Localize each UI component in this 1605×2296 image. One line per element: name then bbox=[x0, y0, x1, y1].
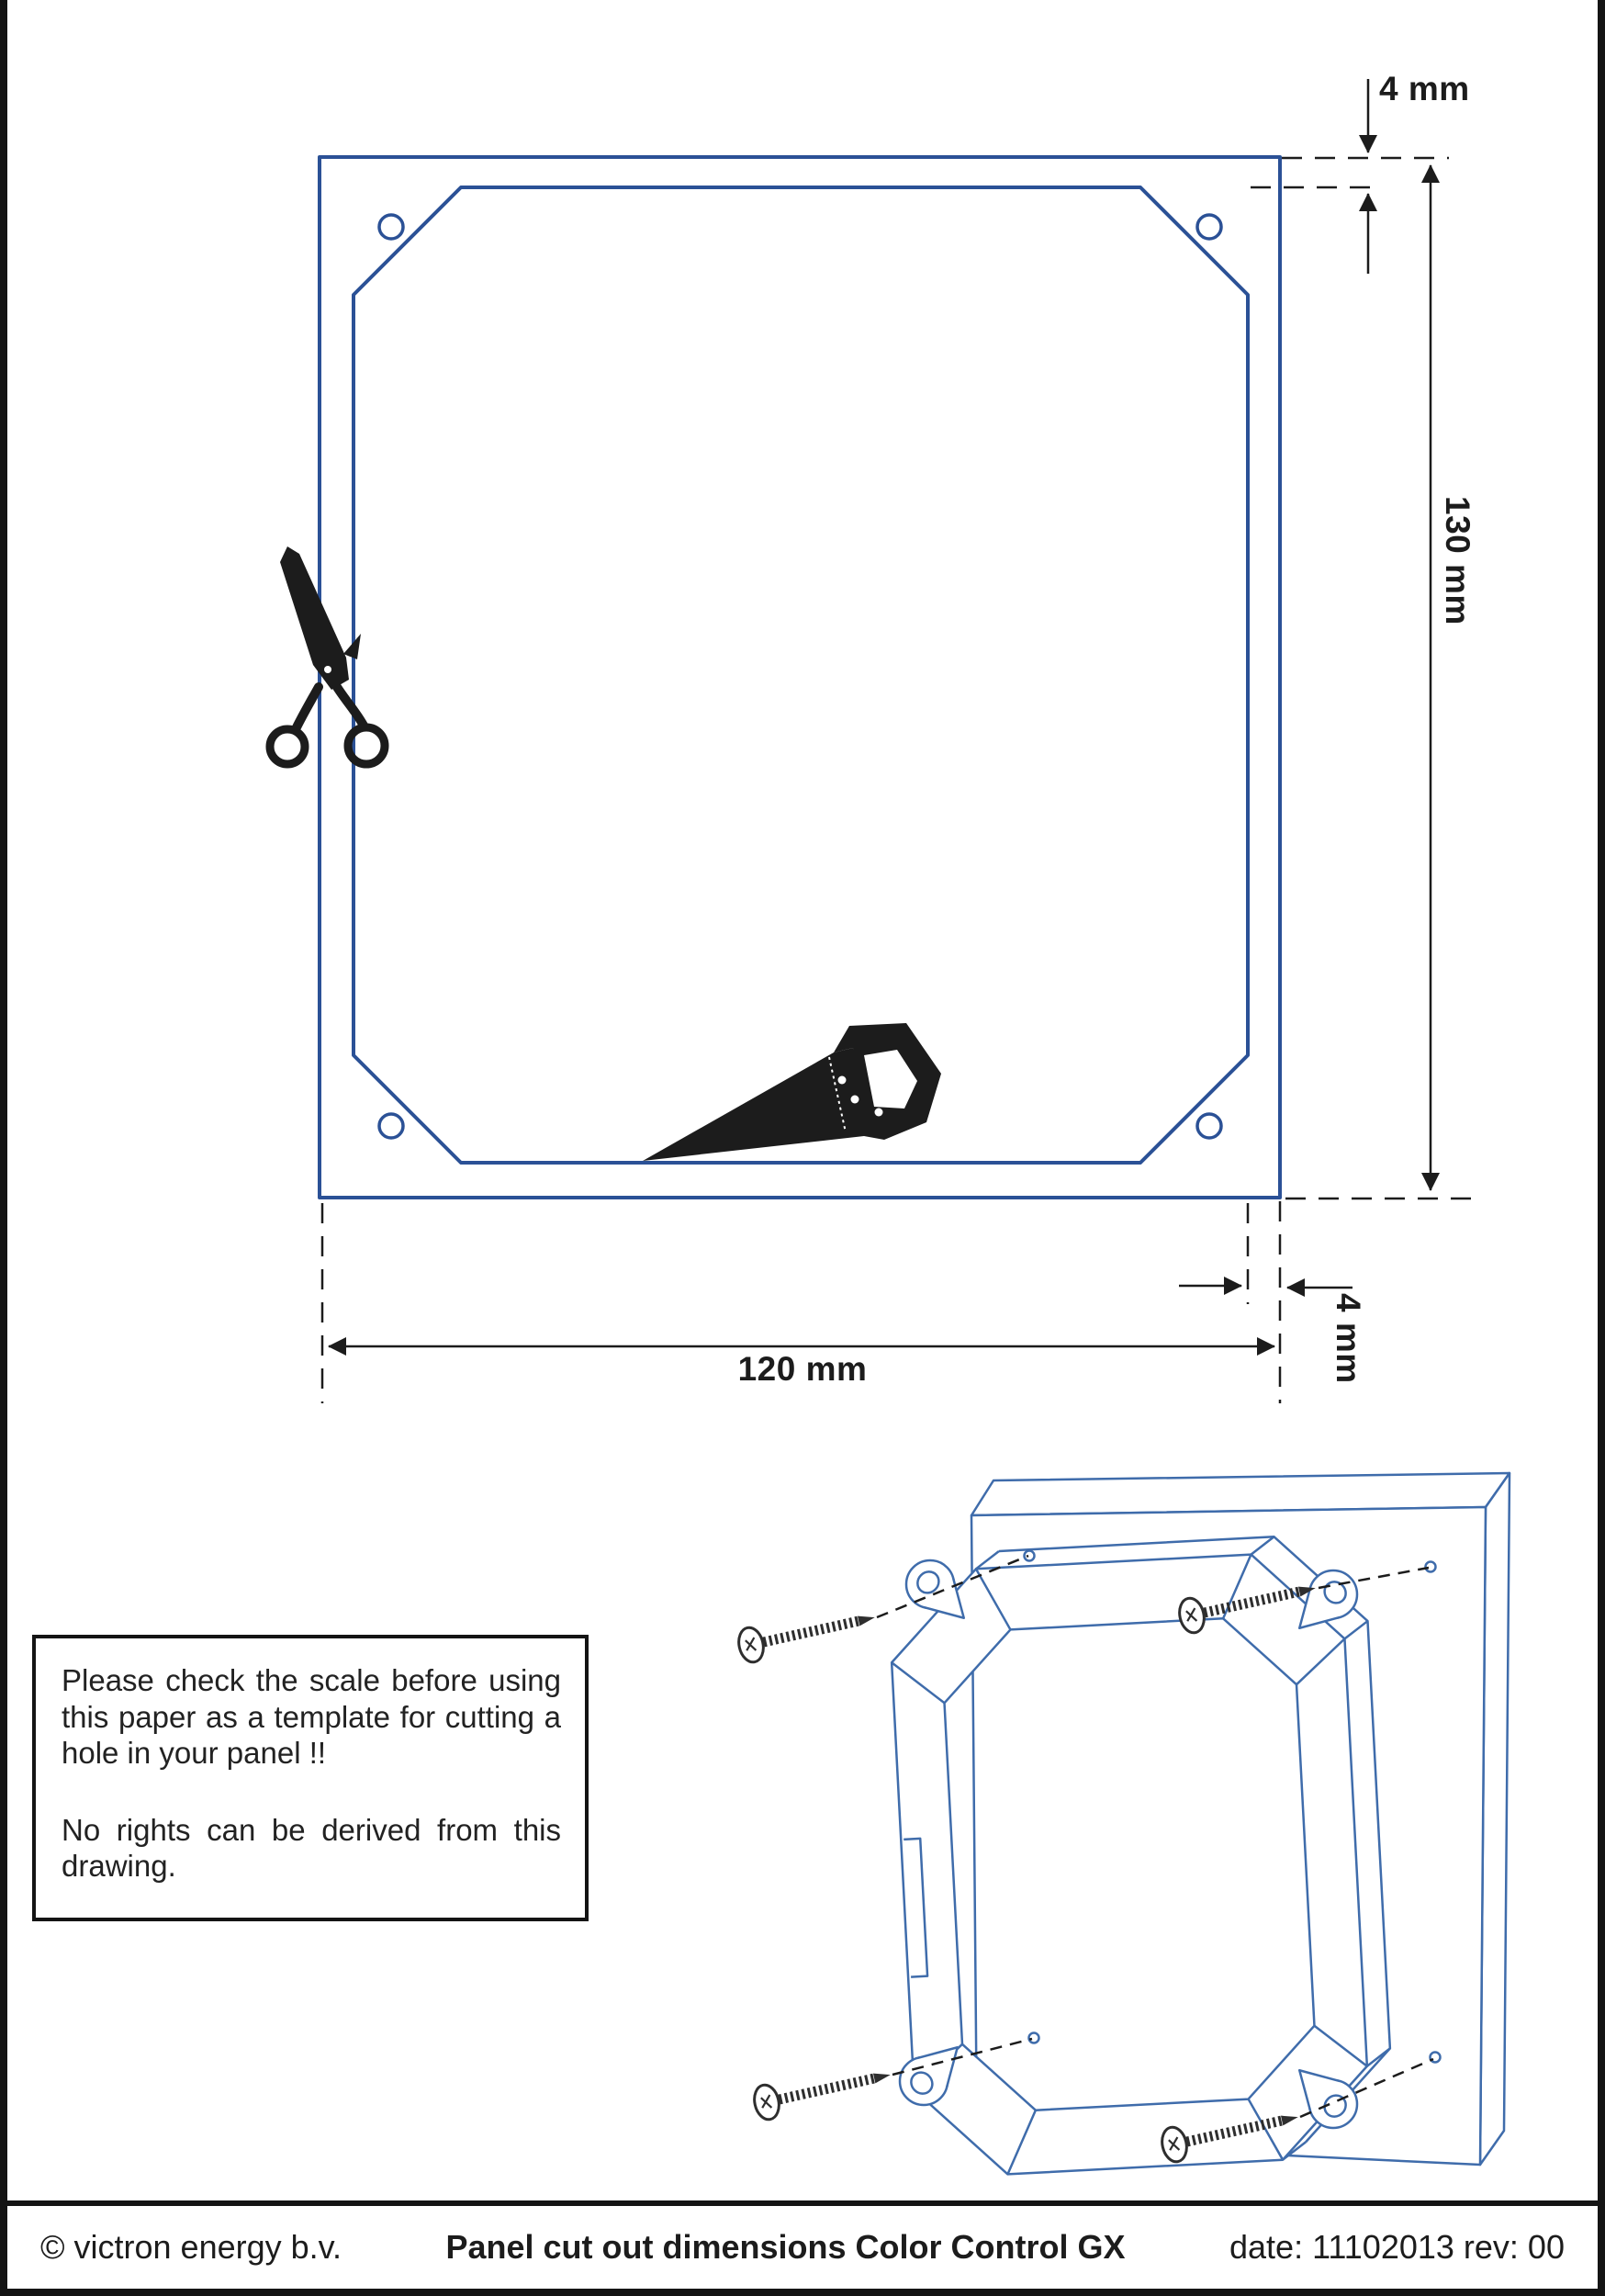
no-rights-text: No rights can be derived from this drawing. bbox=[62, 1812, 561, 1884]
page-border-bottom bbox=[0, 2289, 1605, 2296]
scale-warning-box bbox=[32, 1635, 589, 1921]
dimension-label-width: 120 mm bbox=[737, 1350, 868, 1388]
template-outer-rect bbox=[320, 157, 1280, 1198]
template-octagon bbox=[354, 187, 1248, 1163]
cutout-template bbox=[320, 157, 1280, 1198]
scissors-icon bbox=[270, 546, 385, 764]
scale-warning-text: Please check the scale before using this paper as a template for cutting a hole in your panel !! bbox=[62, 1663, 561, 1771]
dimension-label-side-gap: 4 mm bbox=[1330, 1293, 1367, 1384]
page-border-left bbox=[0, 0, 7, 2296]
saw-icon bbox=[643, 1023, 941, 1161]
screw-icon bbox=[735, 1601, 879, 1665]
corner-hole bbox=[1197, 1114, 1221, 1138]
drawing-title: Panel cut out dimensions Color Control GX bbox=[445, 2228, 1126, 2266]
dimension-label-height: 130 mm bbox=[1439, 496, 1476, 625]
date-revision: date: 11102013 rev: 00 bbox=[1229, 2228, 1565, 2266]
title-block bbox=[7, 2206, 1598, 2289]
dimension-lines bbox=[322, 79, 1480, 1403]
corner-hole bbox=[1197, 215, 1221, 239]
corner-hole bbox=[379, 1114, 403, 1138]
dimension-label-top-gap: 4 mm bbox=[1379, 70, 1470, 107]
screw-icon bbox=[751, 2058, 894, 2122]
copyright-text: © victron energy b.v. bbox=[40, 2228, 342, 2266]
page-border-right bbox=[1598, 0, 1605, 2296]
corner-hole bbox=[379, 215, 403, 239]
extension-lines bbox=[322, 158, 1480, 1403]
mounting-illustration bbox=[886, 1473, 1510, 2178]
